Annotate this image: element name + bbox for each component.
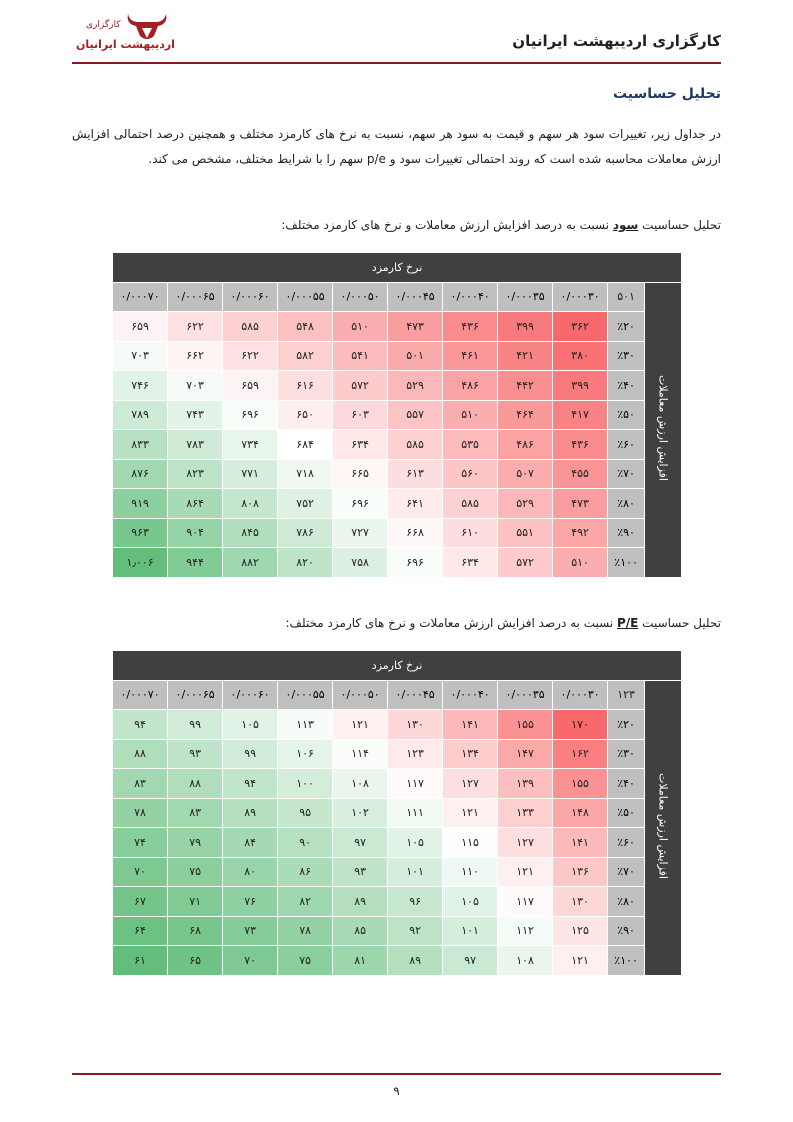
data-cell: ۱۲۵ (553, 916, 608, 946)
data-cell: ۷۲۷ (333, 518, 388, 548)
data-cell: ۱۰۲ (333, 798, 388, 828)
column-header: ۰/۰۰۰۴۵ (388, 680, 443, 710)
table-row (113, 489, 682, 519)
row-header: ٪۹۰ (608, 916, 645, 946)
data-cell: ۱۳۴ (443, 739, 498, 769)
table-row (113, 371, 682, 401)
footer-divider (72, 1073, 721, 1075)
data-cell: ۵۷۲ (498, 548, 553, 578)
data-cell: ۷۵ (168, 857, 223, 887)
table-row (113, 798, 682, 828)
table-row (113, 710, 682, 740)
data-cell: ۱۰۵ (223, 710, 278, 740)
corner-cell: ۵۰۱ (608, 282, 645, 312)
data-cell: ۷۸۶ (278, 518, 333, 548)
data-cell: ۱۰۸ (498, 946, 553, 976)
data-cell: ۱۱۳ (278, 710, 333, 740)
table-row (113, 518, 682, 548)
data-cell: ۸۶۴ (168, 489, 223, 519)
row-header: ٪۳۰ (608, 739, 645, 769)
data-cell: ۶۳۴ (443, 548, 498, 578)
data-cell: ۸۴۵ (223, 518, 278, 548)
data-cell: ۱۱۱ (388, 798, 443, 828)
data-cell: ۹۲ (388, 916, 443, 946)
data-cell: ۱۲۳ (388, 739, 443, 769)
data-cell: ۱۲۷ (498, 828, 553, 858)
trade-value-increase-header (645, 680, 682, 975)
data-cell: ۶۵۹ (113, 312, 168, 342)
data-cell: ۷۰۳ (113, 341, 168, 371)
data-cell: ۸۰۸ (223, 489, 278, 519)
data-cell: ۵۳۵ (443, 430, 498, 460)
sensitivity-table-pe (112, 650, 682, 976)
data-cell: ۶۵۰ (278, 400, 333, 430)
data-cell: ۶۹۶ (333, 489, 388, 519)
data-cell: ۸۲۳ (168, 459, 223, 489)
column-header: ۰/۰۰۰۴۰ (443, 282, 498, 312)
data-cell: ۹۶۳ (113, 518, 168, 548)
table-row (113, 400, 682, 430)
data-cell: ۷۸ (278, 916, 333, 946)
company-logo (72, 8, 182, 60)
data-cell: ۸۰ (223, 857, 278, 887)
data-cell: ۴۷۳ (553, 489, 608, 519)
data-cell: ۱۵۵ (498, 710, 553, 740)
data-cell: ۷۳ (223, 916, 278, 946)
data-cell: ۵۲۹ (498, 489, 553, 519)
data-cell: ۶۹۶ (223, 400, 278, 430)
data-cell: ۱۴۷ (498, 739, 553, 769)
data-cell: ۷۷۱ (223, 459, 278, 489)
data-cell: ۵۲۹ (388, 371, 443, 401)
data-cell: ۱۱۷ (498, 887, 553, 917)
side-header-label: افزایش ارزش معاملات (656, 773, 670, 879)
data-cell: ۵۴۱ (333, 341, 388, 371)
data-cell: ۶۵ (168, 946, 223, 976)
header-title: کارگزاری اردیبهشت ایرانیان (512, 32, 721, 50)
data-cell: ۶۶۸ (388, 518, 443, 548)
data-cell: ۶۱۶ (278, 371, 333, 401)
caption-bold: سود (612, 218, 639, 232)
data-cell: ۱۰۸ (333, 769, 388, 799)
data-cell: ۶۲۲ (168, 312, 223, 342)
data-cell: ۹۷ (333, 828, 388, 858)
data-cell: ۱۷۰ (553, 710, 608, 740)
data-cell: ۷۴۳ (168, 400, 223, 430)
row-header: ٪۱۰۰ (608, 548, 645, 578)
data-cell: ۱۱۵ (443, 828, 498, 858)
data-cell: ۹۹ (223, 739, 278, 769)
column-header: ۰/۰۰۰۳۵ (498, 282, 553, 312)
data-cell: ۱۲۱ (333, 710, 388, 740)
data-cell: ۹۵ (278, 798, 333, 828)
data-cell: ۹۷ (443, 946, 498, 976)
data-cell: ۷۰ (223, 946, 278, 976)
data-cell: ۸۸ (168, 769, 223, 799)
row-header: ٪۴۰ (608, 769, 645, 799)
data-cell: ۷۱ (168, 887, 223, 917)
data-cell: ۸۵ (333, 916, 388, 946)
data-cell: ۷۴۶ (113, 371, 168, 401)
data-cell: ۵۸۵ (223, 312, 278, 342)
column-header: ۰/۰۰۰۵۵ (278, 680, 333, 710)
data-cell: ۱۰۰ (278, 769, 333, 799)
column-header: ۰/۰۰۰۳۰ (553, 680, 608, 710)
row-header: ٪۷۰ (608, 857, 645, 887)
caption-post: نسبت به درصد افزایش ارزش معاملات و نرخ های کارمزد مختلف: (281, 218, 613, 232)
column-header: ۰/۰۰۰۳۵ (498, 680, 553, 710)
data-cell: ۹۴ (223, 769, 278, 799)
data-cell: ۴۸۶ (443, 371, 498, 401)
intro-paragraph: در جداول زیر، تغییرات سود هر سهم و قیمت به سود هر سهم، نسبت به نرخ های کارمزد مختلف و همچنین درصد احتمالی افزایش ارزش معاملات محاسبه شده است که روند احتمالی تغییرات سود و p/e سهم را با شرایط مختلف، مشخص می کند. (72, 127, 721, 166)
data-cell: ۹۱۹ (113, 489, 168, 519)
data-cell: ۸۹ (388, 946, 443, 976)
data-cell: ۶۳۴ (333, 430, 388, 460)
data-cell: ۴۱۷ (553, 400, 608, 430)
table-row (113, 548, 682, 578)
data-cell: ۹۹ (168, 710, 223, 740)
row-header: ٪۱۰۰ (608, 946, 645, 976)
data-cell: ۸۲۰ (278, 548, 333, 578)
column-header: ۰/۰۰۰۶۰ (223, 282, 278, 312)
data-cell: ۱۳۰ (553, 887, 608, 917)
row-header: ٪۸۰ (608, 489, 645, 519)
data-cell: ۸۷۶ (113, 459, 168, 489)
data-cell: ۱۴۱ (553, 828, 608, 858)
data-cell: ۵۱۰ (443, 400, 498, 430)
data-cell: ۹۳ (168, 739, 223, 769)
table-row (113, 769, 682, 799)
column-header: ۰/۰۰۰۵۰ (333, 680, 388, 710)
data-cell: ۹۶ (388, 887, 443, 917)
data-cell: ۶۰۳ (333, 400, 388, 430)
data-cell: ۵۸۲ (278, 341, 333, 371)
data-cell: ۱۲۱ (553, 946, 608, 976)
table-row (113, 312, 682, 342)
data-cell: ۴۸۶ (498, 430, 553, 460)
data-cell: ۷۸ (113, 798, 168, 828)
data-cell: ۸۸۲ (223, 548, 278, 578)
data-cell: ۱۰۶ (278, 739, 333, 769)
fee-rate-header: نرخ کارمزد (113, 253, 682, 283)
data-cell: ۸۹ (333, 887, 388, 917)
data-cell: ۱۲۷ (443, 769, 498, 799)
row-header: ٪۲۰ (608, 710, 645, 740)
data-cell: ۱۳۹ (498, 769, 553, 799)
column-header: ۰/۰۰۰۳۰ (553, 282, 608, 312)
table-row (113, 828, 682, 858)
data-cell: ۱۳۰ (388, 710, 443, 740)
data-cell: ۱۶۲ (553, 739, 608, 769)
data-cell: ۷۳۴ (223, 430, 278, 460)
data-cell: ۷۰۳ (168, 371, 223, 401)
data-cell: ۶۵۹ (223, 371, 278, 401)
row-header: ٪۶۰ (608, 828, 645, 858)
data-cell: ۶۱۳ (388, 459, 443, 489)
data-cell: ۱٫۰۰۶ (113, 548, 168, 578)
trade-value-increase-header (645, 282, 682, 577)
data-cell: ۹۳ (333, 857, 388, 887)
data-cell: ۶۸ (168, 916, 223, 946)
data-cell: ۴۷۳ (388, 312, 443, 342)
row-header: ٪۳۰ (608, 341, 645, 371)
data-cell: ۴۶۴ (498, 400, 553, 430)
column-header: ۰/۰۰۰۵۵ (278, 282, 333, 312)
data-cell: ۵۸۵ (443, 489, 498, 519)
data-cell: ۱۱۷ (388, 769, 443, 799)
data-cell: ۱۴۱ (443, 710, 498, 740)
data-cell: ۷۰ (113, 857, 168, 887)
row-header: ٪۲۰ (608, 312, 645, 342)
page-number: ۹ (393, 1084, 400, 1098)
column-header: ۰/۰۰۰۶۵ (168, 680, 223, 710)
data-cell: ۱۳۳ (498, 798, 553, 828)
data-cell: ۹۰۴ (168, 518, 223, 548)
data-cell: ۸۶ (278, 857, 333, 887)
data-cell: ۵۷۲ (333, 371, 388, 401)
data-cell: ۳۹۹ (498, 312, 553, 342)
data-cell: ۱۰۵ (388, 828, 443, 858)
data-cell: ۱۱۲ (498, 916, 553, 946)
side-header-label: افزایش ارزش معاملات (656, 375, 670, 481)
data-cell: ۶۷ (113, 887, 168, 917)
table-row (113, 946, 682, 976)
data-cell: ۴۳۶ (553, 430, 608, 460)
column-header: ۰/۰۰۰۶۵ (168, 282, 223, 312)
data-cell: ۷۶ (223, 887, 278, 917)
column-header: ۰/۰۰۰۶۰ (223, 680, 278, 710)
section-title: تحلیل حساسیت (612, 86, 721, 102)
data-cell: ۱۳۶ (553, 857, 608, 887)
data-cell: ۷۱۸ (278, 459, 333, 489)
data-cell: ۴۳۶ (443, 312, 498, 342)
data-cell: ۶۱ (113, 946, 168, 976)
table-row (113, 916, 682, 946)
row-header: ٪۷۰ (608, 459, 645, 489)
column-header: ۰/۰۰۰۷۰ (113, 680, 168, 710)
logo-small-text: کارگزاری (86, 20, 121, 30)
corner-cell: ۱۲۳ (608, 680, 645, 710)
row-header: ٪۵۰ (608, 400, 645, 430)
logo-main-text: اردیبهشت ایرانیان (76, 38, 175, 51)
data-cell: ۳۹۹ (553, 371, 608, 401)
data-cell: ۵۶۰ (443, 459, 498, 489)
fee-rate-header: نرخ کارمزد (113, 651, 682, 681)
data-cell: ۹۴ (113, 710, 168, 740)
sensitivity-table-eps (112, 252, 682, 578)
data-cell: ۱۰۱ (388, 857, 443, 887)
data-cell: ۱۰۱ (443, 916, 498, 946)
data-cell: ۸۲ (278, 887, 333, 917)
data-cell: ۵۵۱ (498, 518, 553, 548)
page-header (72, 8, 721, 64)
data-cell: ۸۳ (168, 798, 223, 828)
data-cell: ۶۲۲ (223, 341, 278, 371)
data-cell: ۳۶۲ (553, 312, 608, 342)
table-row (113, 341, 682, 371)
data-cell: ۷۴ (113, 828, 168, 858)
data-cell: ۷۵۲ (278, 489, 333, 519)
column-header: ۰/۰۰۰۴۰ (443, 680, 498, 710)
data-cell: ۶۶۵ (333, 459, 388, 489)
data-cell: ۷۸۹ (113, 400, 168, 430)
data-cell: ۱۴۸ (553, 798, 608, 828)
data-cell: ۵۰۷ (498, 459, 553, 489)
data-cell: ۸۳۳ (113, 430, 168, 460)
row-header: ٪۸۰ (608, 887, 645, 917)
column-header: ۰/۰۰۰۵۰ (333, 282, 388, 312)
data-cell: ۳۸۰ (553, 341, 608, 371)
data-cell: ۴۴۲ (498, 371, 553, 401)
table-row (113, 430, 682, 460)
data-cell: ۵۱۰ (333, 312, 388, 342)
data-cell: ۸۴ (223, 828, 278, 858)
data-cell: ۱۲۱ (443, 798, 498, 828)
data-cell: ۶۱۰ (443, 518, 498, 548)
data-cell: ۶۴۱ (388, 489, 443, 519)
table-row (113, 739, 682, 769)
data-cell: ۶۶۲ (168, 341, 223, 371)
row-header: ٪۴۰ (608, 371, 645, 401)
data-cell: ۵۱۰ (553, 548, 608, 578)
data-cell: ۹۰ (278, 828, 333, 858)
header-divider (72, 62, 721, 64)
column-header: ۰/۰۰۰۷۰ (113, 282, 168, 312)
row-header: ٪۵۰ (608, 798, 645, 828)
data-cell: ۴۲۱ (498, 341, 553, 371)
data-cell: ۵۴۸ (278, 312, 333, 342)
data-cell: ۸۸ (113, 739, 168, 769)
table-row (113, 459, 682, 489)
data-cell: ۸۱ (333, 946, 388, 976)
data-cell: ۸۹ (223, 798, 278, 828)
data-cell: ۵۰۱ (388, 341, 443, 371)
caption-pre: تحلیل حساسیت (638, 616, 721, 630)
data-cell: ۶۸۴ (278, 430, 333, 460)
column-header: ۰/۰۰۰۴۵ (388, 282, 443, 312)
data-cell: ۵۸۵ (388, 430, 443, 460)
data-cell: ۸۳ (113, 769, 168, 799)
row-header: ٪۹۰ (608, 518, 645, 548)
data-cell: ۹۴۴ (168, 548, 223, 578)
data-cell: ۴۶۱ (443, 341, 498, 371)
caption-pre: تحلیل حساسیت (638, 218, 721, 232)
row-header: ٪۶۰ (608, 430, 645, 460)
caption-post: نسبت به درصد افزایش ارزش معاملات و نرخ های کارمزد مختلف: (285, 616, 617, 630)
data-cell: ۷۵۸ (333, 548, 388, 578)
table-caption-pe (286, 616, 722, 630)
data-cell: ۵۵۷ (388, 400, 443, 430)
data-cell: ۴۹۲ (553, 518, 608, 548)
data-cell: ۴۵۵ (553, 459, 608, 489)
caption-bold: P/E (616, 616, 639, 630)
table-caption-eps (281, 218, 721, 232)
table-row (113, 887, 682, 917)
data-cell: ۱۰۵ (443, 887, 498, 917)
data-cell: ۱۱۰ (443, 857, 498, 887)
data-cell: ۷۹ (168, 828, 223, 858)
data-cell: ۶۴ (113, 916, 168, 946)
data-cell: ۱۱۴ (333, 739, 388, 769)
data-cell: ۷۵ (278, 946, 333, 976)
table-row (113, 857, 682, 887)
data-cell: ۶۹۶ (388, 548, 443, 578)
data-cell: ۷۸۳ (168, 430, 223, 460)
data-cell: ۱۲۱ (498, 857, 553, 887)
data-cell: ۱۵۵ (553, 769, 608, 799)
